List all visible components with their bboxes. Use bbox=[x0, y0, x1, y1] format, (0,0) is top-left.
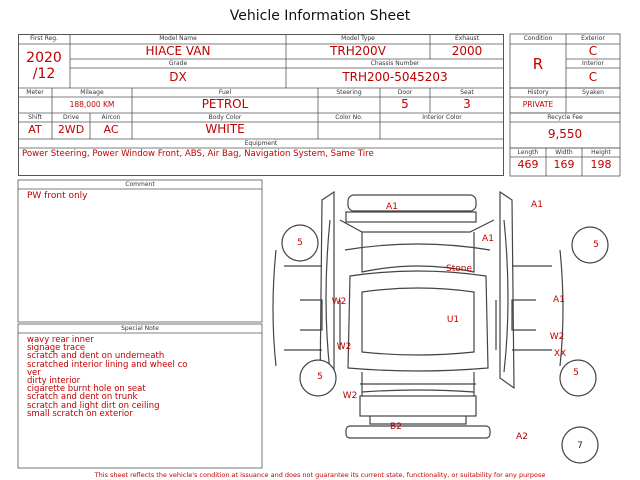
damage-mark: 5 bbox=[593, 240, 599, 250]
history-value: PRIVATE bbox=[522, 100, 554, 109]
recycle-fee-label: Recycle Fee bbox=[547, 114, 583, 121]
drive-value: 2WD bbox=[57, 123, 85, 136]
interior-color-label: Interior Color bbox=[422, 114, 462, 121]
damage-mark: U1 bbox=[446, 315, 460, 325]
model-type-label: Model Type bbox=[341, 35, 375, 42]
width-label: Width bbox=[555, 149, 573, 156]
damage-mark: W2 bbox=[549, 332, 565, 342]
damage-mark: Stone bbox=[446, 264, 472, 274]
mileage-label: Mileage bbox=[80, 89, 104, 96]
chassis-number-value: TRH200-5045203 bbox=[342, 70, 448, 84]
height-label: Height bbox=[591, 149, 611, 156]
damage-mark: A1 bbox=[482, 234, 494, 244]
comment-label: Comment bbox=[125, 181, 155, 188]
interior-value: C bbox=[588, 70, 598, 84]
wheel-rear-right bbox=[560, 360, 596, 396]
shift-label: Shift bbox=[28, 114, 42, 121]
exhaust-value: 2000 bbox=[451, 44, 483, 58]
length-value: 469 bbox=[517, 158, 539, 171]
special-note-item: signage trace bbox=[27, 343, 86, 354]
damage-mark: A1 bbox=[531, 200, 543, 210]
color-no-label: Color No. bbox=[335, 114, 363, 121]
special-note-item: wavy rear inner bbox=[27, 335, 94, 345]
special-note-item: scratch and dent on trunk bbox=[27, 392, 138, 403]
damage-mark: B2 bbox=[390, 422, 402, 432]
syaken-label: Syaken bbox=[582, 89, 604, 96]
aircon-label: Aircon bbox=[101, 114, 121, 121]
height-value: 198 bbox=[590, 158, 612, 171]
special-note-item: scratch and dent on underneath bbox=[27, 351, 165, 362]
exhaust-label: Exhaust bbox=[454, 35, 480, 42]
fuel-value: PETROL bbox=[201, 97, 249, 111]
spare-tire-number: 7 bbox=[577, 441, 583, 451]
length-label: Length bbox=[517, 149, 539, 156]
damage-mark: 5 bbox=[317, 372, 323, 382]
vehicle-diagram bbox=[268, 178, 636, 468]
damage-mark: XX bbox=[553, 349, 567, 359]
mileage-value: 188,000 KM bbox=[69, 100, 115, 109]
damage-mark: A1 bbox=[386, 202, 398, 212]
special-note-item: ver bbox=[27, 367, 41, 378]
damage-mark: A2 bbox=[516, 432, 528, 442]
aircon-value: AC bbox=[103, 123, 119, 136]
door-label: Door bbox=[397, 89, 413, 96]
special-note-item: scratch and light dirt on ceiling bbox=[27, 400, 160, 411]
equipment-value: Power Steering, Power Window Front, ABS, Air Bag, Navigation System, Same Tire bbox=[22, 149, 374, 159]
wheel-front-right bbox=[572, 227, 608, 263]
special-note-item: scratched interior lining and wheel co bbox=[27, 359, 188, 370]
damage-mark: W2 bbox=[336, 342, 352, 352]
special-note-item: cigarette burnt hole on seat bbox=[27, 384, 146, 395]
first-reg-label: First Reg. bbox=[30, 35, 58, 42]
damage-mark: 5 bbox=[297, 238, 303, 248]
grade-value: DX bbox=[169, 70, 187, 84]
width-value: 169 bbox=[553, 158, 575, 171]
exterior-label: Exterior bbox=[581, 35, 605, 42]
recycle-fee-value: 9,550 bbox=[547, 127, 583, 141]
model-name-value: HIACE VAN bbox=[145, 44, 211, 58]
drive-label: Drive bbox=[63, 114, 79, 121]
comment-text: PW front only bbox=[27, 191, 88, 201]
van-outline bbox=[273, 192, 563, 438]
first-reg-year: 2020 bbox=[26, 50, 62, 66]
condition-value: R bbox=[532, 55, 544, 73]
damage-mark: 5 bbox=[573, 368, 579, 378]
damage-mark: W2 bbox=[331, 297, 347, 307]
model-name-label: Model Name bbox=[159, 35, 197, 42]
damage-mark: A1 bbox=[553, 295, 565, 305]
condition-label: Condition bbox=[523, 35, 553, 42]
interior-label: Interior bbox=[582, 60, 604, 67]
special-note-list bbox=[27, 336, 187, 418]
fuel-label: Fuel bbox=[218, 89, 232, 96]
damage-mark: W2 bbox=[342, 391, 358, 401]
seat-label: Seat bbox=[460, 89, 474, 96]
steering-label: Steering bbox=[336, 89, 362, 96]
first-reg-month: /12 bbox=[32, 66, 56, 82]
special-note-item: small scratch on exterior bbox=[27, 408, 133, 419]
chassis-number-label: Chassis Number bbox=[370, 60, 420, 67]
equipment-label: Equipment bbox=[244, 140, 278, 147]
footer-disclaimer: This sheet reflects the vehicle's condition at issuance and does not guarantee its current state, functionality, or suitability for any purpose bbox=[94, 471, 546, 479]
meter-label: Meter bbox=[26, 89, 44, 96]
special-note-label: Special Note bbox=[121, 325, 159, 332]
grade-label: Grade bbox=[168, 60, 188, 67]
seat-value: 3 bbox=[463, 97, 471, 111]
exterior-value: C bbox=[588, 44, 598, 58]
door-value: 5 bbox=[401, 97, 409, 111]
special-note-item: dirty interior bbox=[27, 376, 81, 387]
shift-value: AT bbox=[28, 123, 42, 136]
body-color-label: Body Color bbox=[208, 114, 242, 121]
body-color-value: WHITE bbox=[205, 122, 245, 136]
history-label: History bbox=[527, 89, 549, 96]
model-type-value: TRH200V bbox=[330, 44, 386, 58]
sheet-title: Vehicle Information Sheet bbox=[229, 8, 411, 24]
